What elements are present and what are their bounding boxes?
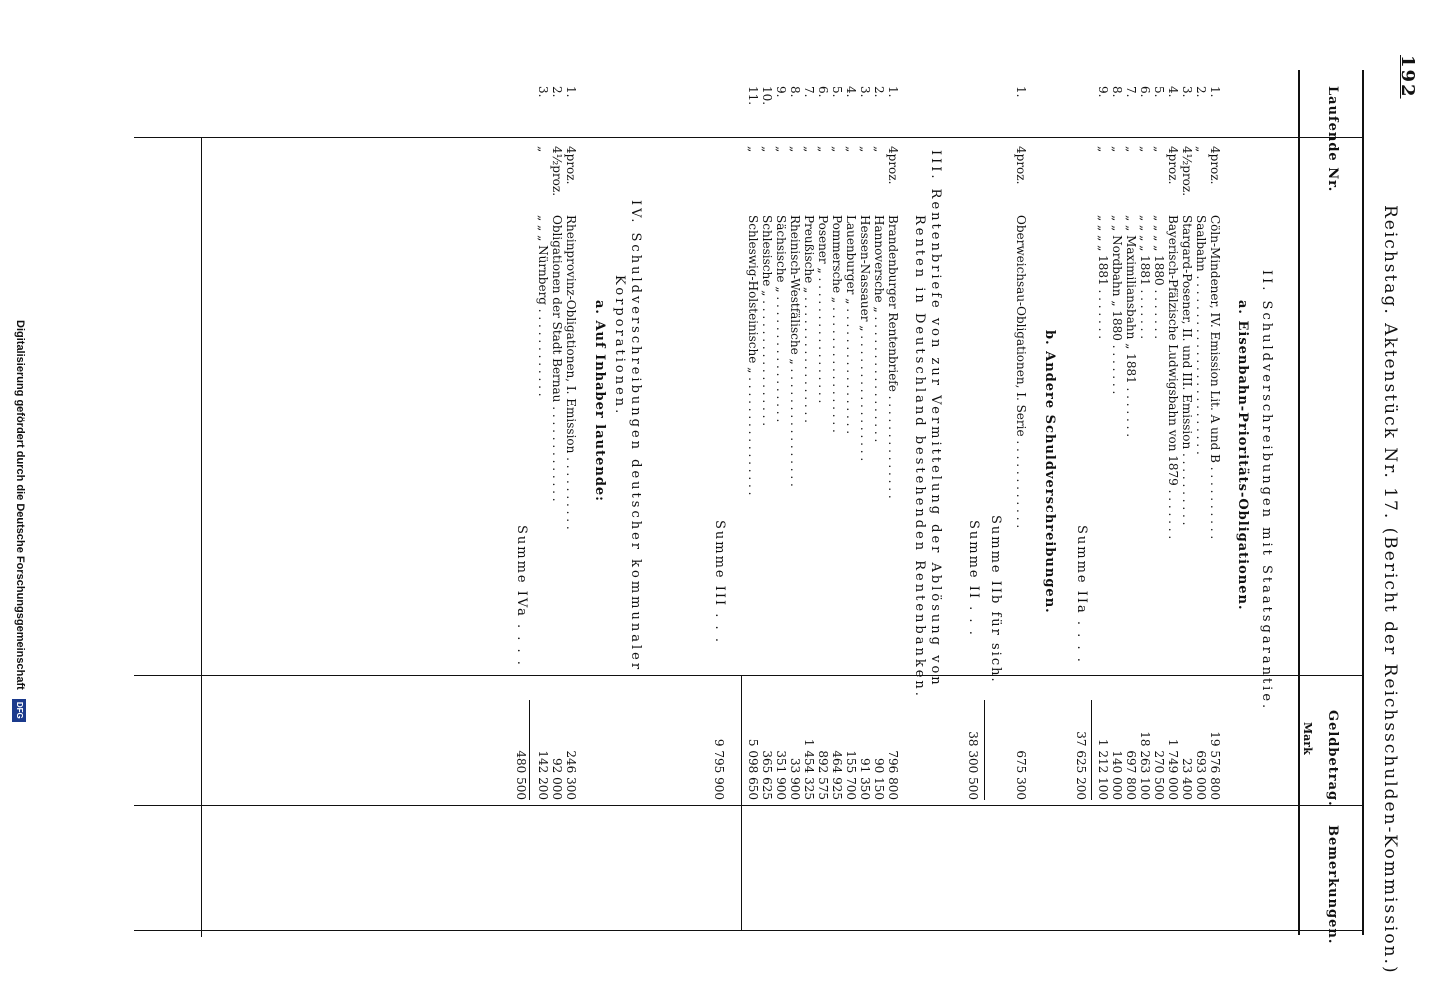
section-II-sub-b: b. Andere Schuldverschreibungen. <box>1042 330 1057 614</box>
sum-III-label: Summe III . . . <box>712 520 727 644</box>
row-description: Pommersche „ . . . . . . . . . . . . . . . . . <box>830 215 844 433</box>
row-nr: 7. <box>802 86 816 98</box>
row-description: Oberweichsau-Obligationen, I. Serie . . . . . . . . . . . . <box>1014 215 1028 529</box>
row-amount: 351 900 <box>774 750 788 800</box>
row-amount: 693 000 <box>1194 750 1208 800</box>
row-description: „ „ „ Nürnberg . . . . . . . . . . . . <box>536 215 550 397</box>
sum-II-value: 38 300 500 <box>966 731 980 800</box>
row-description: Rheinisch-Westfälische „ . . . . . . . . . . . . . . . . <box>788 215 802 487</box>
row-nr: 6. <box>1138 86 1152 98</box>
row-nr: 1. <box>1014 86 1028 98</box>
section-IV-sub-a: a. Auf Inhaber lautende: <box>592 300 607 502</box>
row-amount: 5 098 650 <box>746 738 760 800</box>
row-amount: 33 900 <box>788 758 802 800</box>
row-amount: 697 800 <box>1124 750 1138 800</box>
section-III-rule <box>741 675 742 930</box>
sum-IIb-label: Summe IIb für sich. <box>988 515 1003 684</box>
table-row <box>816 0 830 1000</box>
row-nr: 8. <box>1110 86 1124 98</box>
section-III-title-line1: III. Rentenbriefe von zur Vermittelung der Ablösung von <box>928 150 943 688</box>
row-nr: 2. <box>550 86 564 98</box>
row-amount: 92 000 <box>550 758 564 800</box>
row-description: Brandenburger Rentenbriefe . . . . . . . . . . . . . . <box>886 215 900 499</box>
row-rate: „ <box>802 146 816 153</box>
table-row <box>760 0 774 1000</box>
table-row <box>1124 0 1138 1000</box>
table-row <box>1208 0 1222 1000</box>
row-description: Saalbahn . . . . . . . . . . . . . . . . . . . . . . . . <box>1194 215 1208 455</box>
row-rate: 4½proz. <box>550 146 564 197</box>
row-amount: 270 500 <box>1152 750 1166 800</box>
subtotal-rule <box>1091 700 1092 800</box>
total-rule <box>984 700 985 800</box>
sum-III-value: 9 795 900 <box>712 738 726 800</box>
sum-IIa-label: Summe IIa . . . . <box>1074 525 1089 664</box>
row-rate: „ <box>816 146 830 153</box>
page-number: 192 <box>1397 55 1418 99</box>
table-row <box>564 0 578 1000</box>
table-row <box>858 0 872 1000</box>
row-nr: 3. <box>536 86 550 98</box>
row-description: „ „ „ „ 1881 . . . . . . . <box>1138 215 1152 340</box>
row-amount: 1 749 000 <box>1166 738 1180 800</box>
row-nr: 4. <box>1166 86 1180 98</box>
row-rate: 4½proz. <box>1180 146 1194 197</box>
row-rate: „ <box>1194 146 1208 153</box>
row-description: Sächsische „ . . . . . . . . . . . . . . . . . <box>774 215 788 423</box>
row-rate: „ <box>1138 146 1152 153</box>
table-row <box>1194 0 1208 1000</box>
row-description: Cöln-Mindener, IV. Emission Lit. A und B . . . . . . . . . . <box>1208 215 1222 540</box>
row-description: „ „ „ „ 1881 . . . . . . . <box>1096 215 1110 340</box>
row-nr: 8. <box>788 86 802 98</box>
column-header-unit: Mark <box>1301 722 1314 755</box>
sum-II-label: Summe II . . . <box>966 520 981 637</box>
row-rate: „ <box>774 146 788 153</box>
row-rate: 4proz. <box>1208 146 1222 185</box>
row-rate: „ <box>858 146 872 153</box>
sum-IVa-label: Summe IVa . . . . <box>514 525 529 667</box>
row-amount: 464 925 <box>830 750 844 800</box>
row-amount: 142 200 <box>536 750 550 800</box>
row-rate: „ <box>844 146 858 153</box>
section-IV-title-line1: IV. Schuldverschreibungen deutscher kommunaler <box>628 200 643 673</box>
row-nr: 1. <box>564 86 578 98</box>
row-amount: 892 575 <box>816 750 830 800</box>
row-description: Obligationen der Stadt Bernau . . . . . . . . . . . . . <box>550 215 564 502</box>
row-nr: 5. <box>1152 86 1166 98</box>
credit-text: Digitalisierung gefördert durch die Deutsche Forschungsgemeinschaft <box>14 320 26 690</box>
row-nr: 3. <box>858 86 872 98</box>
row-amount: 91 350 <box>858 758 872 800</box>
row-description: „ „ „ „ 1880 . . . . . . . <box>1152 215 1166 340</box>
row-amount: 19 576 800 <box>1208 731 1222 800</box>
table-row <box>802 0 816 1000</box>
row-rate: „ <box>1096 146 1110 153</box>
table-row <box>550 0 564 1000</box>
row-nr: 1. <box>1208 86 1222 98</box>
table-bottom-rule <box>201 137 202 937</box>
row-nr: 4. <box>844 86 858 98</box>
table-row <box>886 0 900 1000</box>
table-row <box>1180 0 1194 1000</box>
row-amount: 90 150 <box>872 758 886 800</box>
row-rate: „ <box>1152 146 1166 153</box>
row-nr: 11. <box>746 86 760 106</box>
row-rate: „ <box>760 146 774 153</box>
row-description: Lauenburger „ . . . . . . . . . . . . . . . . . <box>844 215 858 435</box>
row-nr: 2. <box>872 86 886 98</box>
row-rate: „ <box>830 146 844 153</box>
row-amount: 675 300 <box>1014 750 1028 800</box>
digitization-credit <box>12 320 27 722</box>
row-description: Hannoversche „ . . . . . . . . . . . . . . . . . <box>872 215 886 443</box>
section-III-title-line2: Renten in Deutschland bestehenden Rentenbanken. <box>912 215 927 699</box>
row-amount: 18 263 100 <box>1138 731 1152 800</box>
table-row <box>746 0 760 1000</box>
row-rate: „ <box>1110 146 1124 153</box>
row-description: Schlesische „ . . . . . . . . . . . . . . . . . <box>760 215 774 427</box>
row-nr: 9. <box>774 86 788 98</box>
column-header-remarks: Bemerkungen. <box>1325 825 1340 945</box>
table-row <box>1014 0 1028 1000</box>
section-II-sub-a: a. Eisenbahn-Prioritäts-Obligationen. <box>1235 300 1250 611</box>
row-rate: „ <box>536 146 550 153</box>
column-header-amount: Geldbetrag. <box>1325 710 1340 807</box>
row-rate: „ <box>872 146 886 153</box>
row-rate: „ <box>788 146 802 153</box>
table-row <box>872 0 886 1000</box>
row-amount: 365 625 <box>760 750 774 800</box>
table-row <box>844 0 858 1000</box>
table-row <box>788 0 802 1000</box>
row-nr: 1. <box>886 86 900 98</box>
row-nr: 2. <box>1194 86 1208 98</box>
row-nr: 7. <box>1124 86 1138 98</box>
row-amount: 23 400 <box>1180 758 1194 800</box>
row-amount: 1 454 325 <box>802 738 816 800</box>
row-nr: 3. <box>1180 86 1194 98</box>
table-row <box>1110 0 1124 1000</box>
row-rate: 4proz. <box>1166 146 1180 185</box>
row-amount: 246 300 <box>564 750 578 800</box>
row-nr: 5. <box>830 86 844 98</box>
row-rate: 4proz. <box>1014 146 1028 185</box>
table-row <box>1152 0 1166 1000</box>
row-description: Preußische „ . . . . . . . . . . . . . . . . . <box>802 215 816 423</box>
section-IV-title-line2: Korporationen. <box>612 275 627 417</box>
row-description: Schleswig-Holsteinische „ . . . . . . . . . . . . . . . . <box>746 215 760 496</box>
table-row <box>536 0 550 1000</box>
row-description: Bayerisch-Pfälzische Ludwigsbahn von 1879 . . . . . . . <box>1166 215 1180 540</box>
table-row <box>1096 0 1110 1000</box>
row-rate: „ <box>1124 146 1138 153</box>
row-description: Posener „ . . . . . . . . . . . . . . . . . <box>816 215 830 404</box>
column-header-nr: Laufende Nr. <box>1325 86 1340 193</box>
row-amount: 155 700 <box>844 750 858 800</box>
sum-IVa-value: 480 500 <box>514 750 528 800</box>
section-IV-rule <box>529 700 530 800</box>
running-head: Reichstag. Aktenstück Nr. 17. (Bericht der Reichsschulden-Kommission.) <box>1380 205 1400 975</box>
section-II-title: II. Schuldverschreibungen mit Staatsgarantie. <box>1259 270 1274 712</box>
row-rate: 4proz. <box>886 146 900 185</box>
row-nr: 10. <box>760 86 774 106</box>
sum-IIa-value: 37 625 200 <box>1074 731 1088 800</box>
row-amount: 1 212 100 <box>1096 738 1110 800</box>
row-nr: 9. <box>1096 86 1110 98</box>
row-description: „ „ Nordbahn „ 1880 . . . . . . . <box>1110 215 1124 395</box>
row-amount: 796 800 <box>886 750 900 800</box>
row-description: Stargard-Posener, II. und III. Emission . . . . . . . . . . <box>1180 215 1194 526</box>
row-amount: 140 000 <box>1110 750 1124 800</box>
dfg-logo: DFG <box>12 699 26 722</box>
row-description: „ „ Maximiliansbahn „ 1881 . . . . . . . <box>1124 215 1138 438</box>
row-description: Hessen-Nassauer „ . . . . . . . . . . . . . . . . . <box>858 215 872 462</box>
table-row <box>1166 0 1180 1000</box>
row-rate: „ <box>746 146 760 153</box>
table-row <box>774 0 788 1000</box>
row-description: Rheinprovinz-Obligationen, I. Emission . . . . . . . . . . <box>564 215 578 530</box>
table-row <box>830 0 844 1000</box>
table-row <box>1138 0 1152 1000</box>
row-rate: 4proz. <box>564 146 578 185</box>
row-nr: 6. <box>816 86 830 98</box>
